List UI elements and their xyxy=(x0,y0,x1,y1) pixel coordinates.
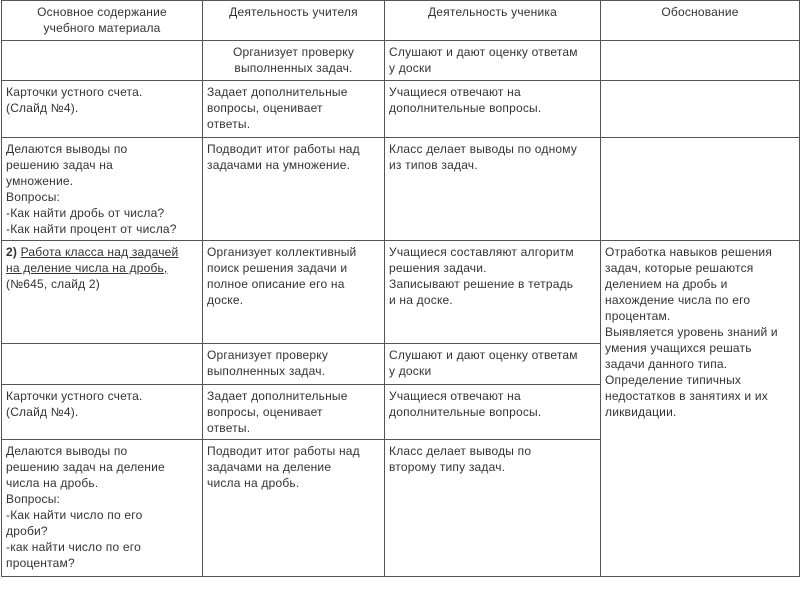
cell-student: Слушают и дают оценку ответам у доски xyxy=(385,41,601,81)
header-content: Основное содержание учебного материала xyxy=(2,1,203,41)
header-student: Деятельность ученика xyxy=(385,1,601,41)
cell-content xyxy=(2,344,203,385)
cell-content: Делаются выводы по решению задач на деление числа на дробь. Вопросы: -Как найти число по его дроби? -как найти число по его процентам? xyxy=(2,440,203,577)
cell-student: Класс делает выводы по одному из типов задач. xyxy=(385,138,601,241)
cell-content: Карточки устного счета. (Слайд №4). xyxy=(2,81,203,138)
table-row xyxy=(2,241,800,344)
table-row xyxy=(2,138,800,241)
header-teacher: Деятельность учителя xyxy=(203,1,385,41)
cell-content: Карточки устного счета. (Слайд №4). xyxy=(2,385,203,440)
cell-teacher: Задает дополнительные вопросы, оценивает ответы. xyxy=(203,385,385,440)
cell-teacher: Организует коллективный поиск решения задачи и полное описание его на доске. xyxy=(203,241,385,344)
header-row xyxy=(2,1,800,41)
cell-content: Делаются выводы по решению задач на умножение. Вопросы: -Как найти дробь от числа? -Как найти процент от числа? xyxy=(2,138,203,241)
cell-rationale xyxy=(601,81,800,138)
cell-rationale xyxy=(601,138,800,241)
cell-rationale: Отработка навыков решения задач, которые решаются делением на дробь и нахождение числа по его процентам. Выявляется уровень знаний и умения учащихся решать задачи данного типа. Определение типичных недостатков в занятиях и их ликвидации. xyxy=(601,241,800,577)
cell-student: Учащиеся составляют алгоритм решения задачи. Записывают решение в тетрадь и на доске. xyxy=(385,241,601,344)
cell-teacher: Подводит итог работы над задачами на деление числа на дробь. xyxy=(203,440,385,577)
cell-content xyxy=(2,41,203,81)
cell-content xyxy=(2,241,203,344)
header-rationale: Обоснование xyxy=(601,1,800,41)
task-ref: (№645, слайд 2) xyxy=(6,277,100,291)
cell-teacher: Организует проверку выполненных задач. xyxy=(203,41,385,81)
item-number: 2) xyxy=(6,245,21,259)
table-row xyxy=(2,41,800,81)
table-row xyxy=(2,81,800,138)
lesson-plan-table xyxy=(1,0,800,577)
cell-student: Учащиеся отвечают на дополнительные вопросы. xyxy=(385,385,601,440)
cell-teacher: Подводит итог работы над задачами на умножение. xyxy=(203,138,385,241)
task-link: Работа класса над задачей на деление числа на дробь, xyxy=(6,245,179,275)
cell-teacher: Организует проверку выполненных задач. xyxy=(203,344,385,385)
cell-student: Учащиеся отвечают на дополнительные вопросы. xyxy=(385,81,601,138)
cell-student: Класс делает выводы по второму типу задач. xyxy=(385,440,601,577)
cell-rationale xyxy=(601,41,800,81)
cell-teacher: Задает дополнительные вопросы, оценивает ответы. xyxy=(203,81,385,138)
cell-student: Слушают и дают оценку ответам у доски xyxy=(385,344,601,385)
